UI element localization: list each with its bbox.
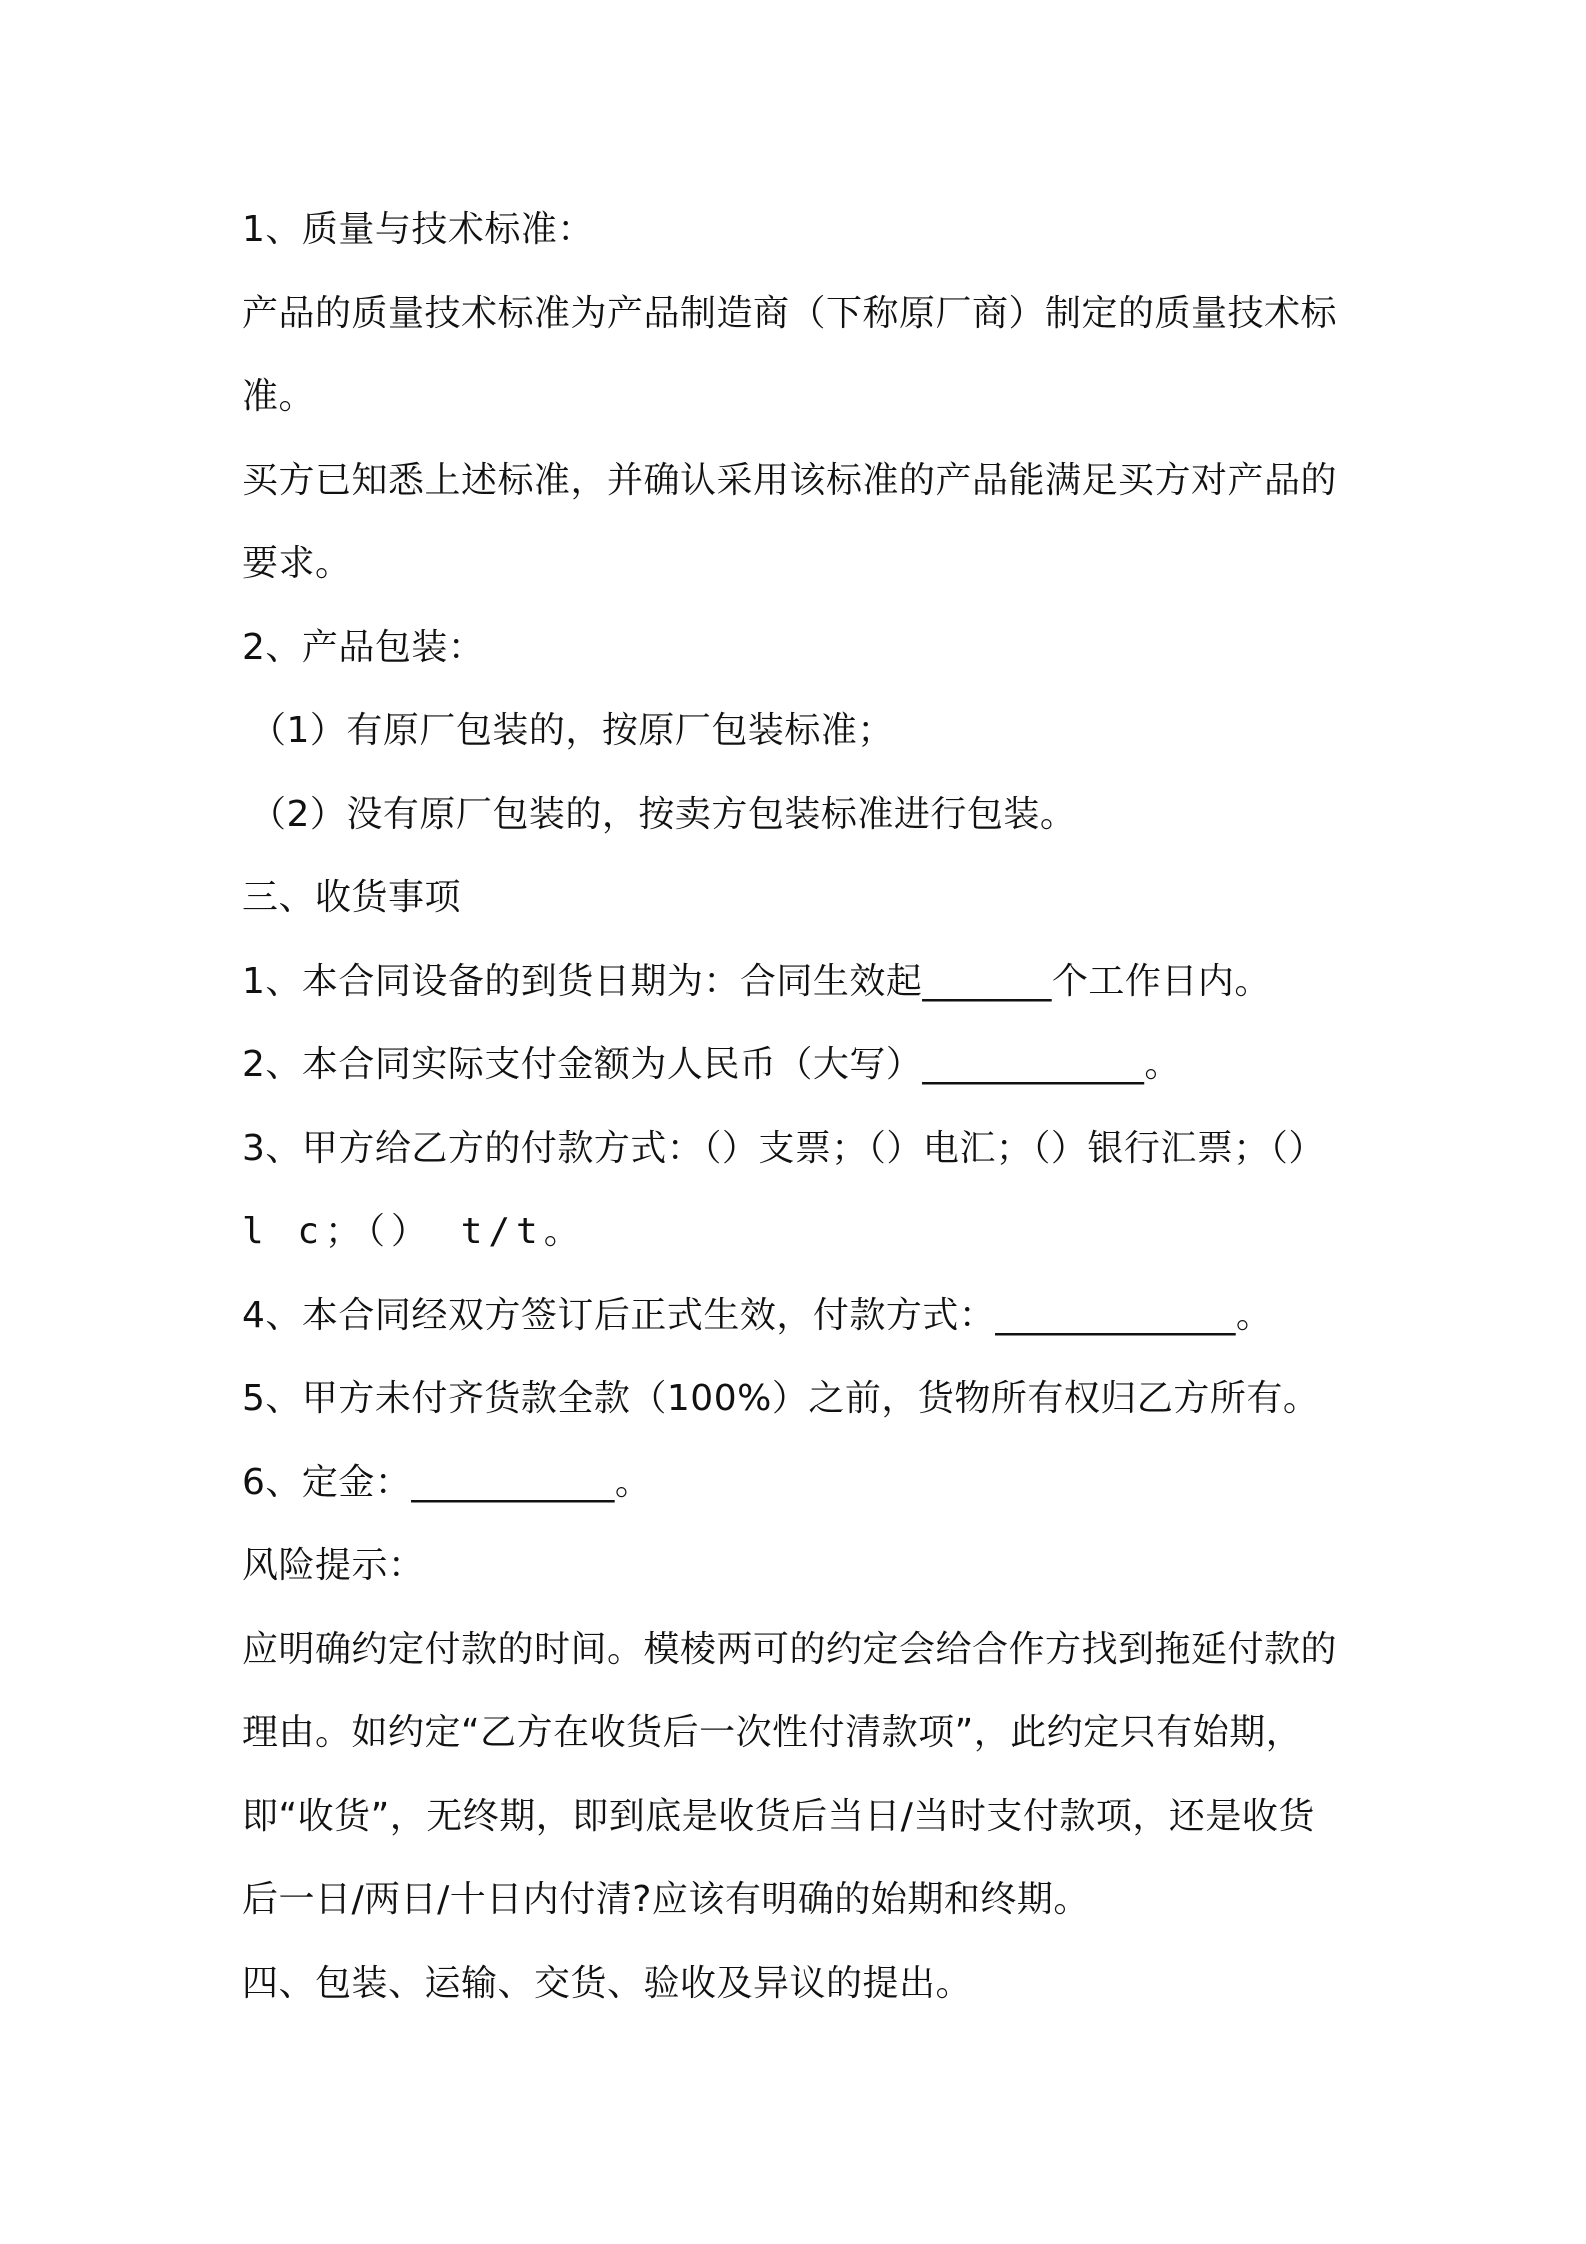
quality-standard-text-1: 产品的质量技术标准为产品制造商（下称原厂商）制定的质量技术标 bbox=[242, 292, 1338, 334]
receiving-item-payment-method-1: 3、甲方给乙方的付款方式：（）支票；（）电汇；（）银行汇票；（） bbox=[242, 1127, 1325, 1169]
quality-standard-text-2: 准。 bbox=[242, 376, 316, 417]
packaging-item-2: （2）没有原厂包装的，按卖方包装标准进行包装。 bbox=[250, 793, 1077, 835]
clause-quality-heading: 1、质量与技术标准： bbox=[242, 209, 594, 250]
buyer-acknowledgement-text-1: 买方已知悉上述标准，并确认采用该标准的产品能满足买方对产品的 bbox=[242, 459, 1338, 501]
clause-packaging-heading: 2、产品包装： bbox=[242, 626, 485, 668]
packaging-item-1: （1）有原厂包装的，按原厂包装标准； bbox=[250, 710, 894, 751]
risk-notice-text-4: 后一日/两日/十日内付清?应该有明确的始期和终期。 bbox=[242, 1879, 1090, 1920]
receiving-item-payment-amount: 2、本合同实际支付金额为人民币（大写）____________。 bbox=[242, 1044, 1181, 1085]
receiving-item-delivery-date: 1、本合同设备的到货日期为：合同生效起_______个工作日内。 bbox=[242, 960, 1271, 1002]
risk-notice-heading: 风险提示： bbox=[242, 1545, 425, 1586]
document-body bbox=[242, 188, 1362, 2025]
receiving-item-ownership: 5、甲方未付齐货款全款（100%）之前，货物所有权归乙方所有。 bbox=[242, 1378, 1320, 1419]
risk-notice-text-2: 理由。如约定“乙方在收货后一次性付清款项”，此约定只有始期， bbox=[242, 1712, 1303, 1753]
buyer-acknowledgement-text-2: 要求。 bbox=[242, 543, 352, 584]
risk-notice-text-1: 应明确约定付款的时间。模棱两可的约定会给合作方找到拖延付款的 bbox=[242, 1628, 1338, 1670]
receiving-item-deposit: 6、定金：___________。 bbox=[242, 1461, 652, 1503]
receiving-item-effective-payment: 4、本合同经双方签订后正式生效，付款方式：_____________。 bbox=[242, 1294, 1273, 1336]
section-packaging-transport-heading: 四、包装、运输、交货、验收及异议的提出。 bbox=[242, 1962, 973, 2004]
receiving-item-payment-method-2: l c；（） t/t。 bbox=[242, 1211, 586, 1252]
risk-notice-text-3: 即“收货”，无终期，即到底是收货后当日/当时支付款项，还是收货 bbox=[242, 1795, 1315, 1837]
section-receiving-heading: 三、收货事项 bbox=[242, 877, 462, 918]
